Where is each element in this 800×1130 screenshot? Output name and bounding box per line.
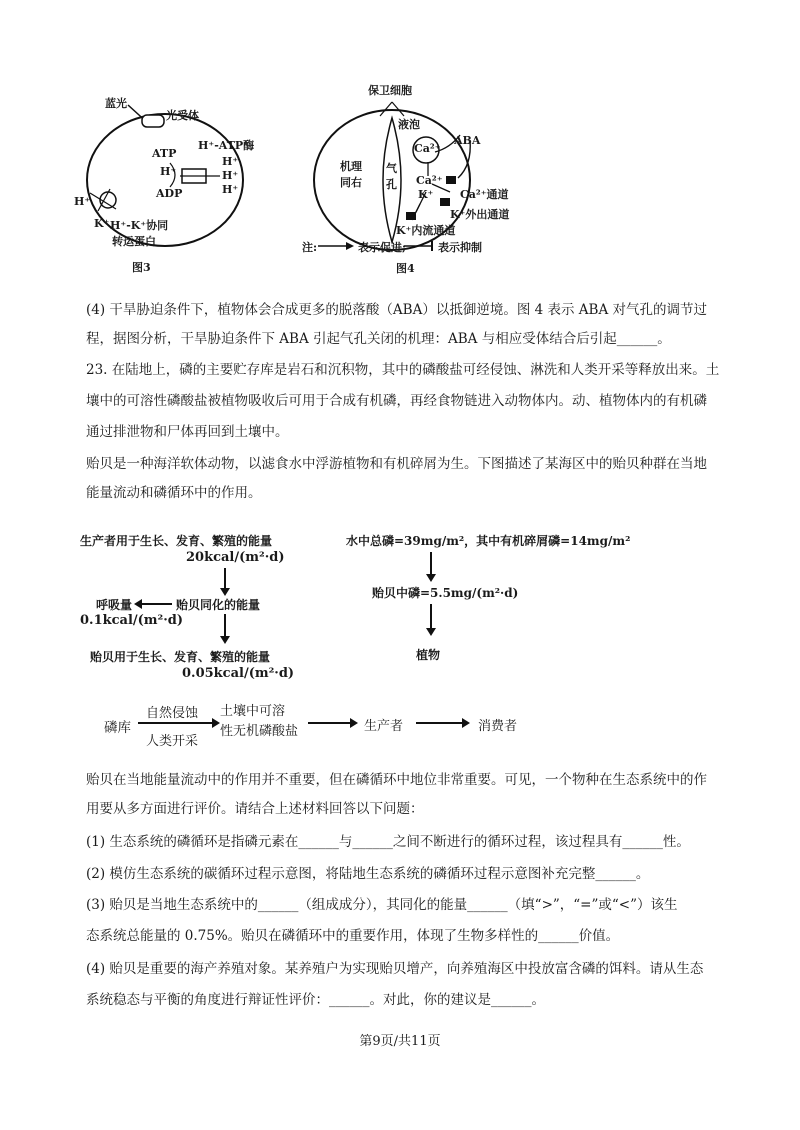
question-3-line2: 态系统总能量的 0.75%。贻贝在磷循环中的重要作用，体现了生物多样性的______价值。 [86,928,620,944]
mechanism-label-1: 机理 [340,160,362,173]
question-4-line1: (4) 贻贝是重要的海产养殖对象。某养殖户为实现贻贝增产，向养殖海区中投放富含磷的饵料。请从生态 [86,961,704,977]
water-to-mussel-arrow [430,552,432,576]
atpase-label: H⁺-ATP酶 [198,139,255,152]
question-4-line2: 系统稳态与平衡的角度进行辩证性评价：______。对此，你的建议是______。 [86,992,545,1008]
respiration-label: 呼吸量 [96,598,133,612]
cotransporter-label-2: 转运蛋白 [112,235,156,248]
respiration-value: 0.1kcal/(m²·d) [80,613,184,628]
cotransporter-label-1: H⁺-K⁺协同 [110,219,169,232]
q23-role-line2: 用要从多方面进行评价。请结合上述材料回答以下问题： [86,801,424,817]
h-plus-left-label: H⁺ [74,195,91,208]
k-out-label: K⁺外出通道 [450,208,510,221]
figure-4 [300,80,530,280]
mussel-phosphorus-label: 贻贝中磷=5.5mg/(m²·d) [372,586,519,600]
question-2: (2) 模仿生态系统的碳循环过程示意图，将陆地生态系统的磷循环过程示意图补充完整______。 [86,866,650,882]
water-phosphorus-label: 水中总磷=39mg/m²，其中有机碎屑磷=14mg/m² [346,534,631,548]
producer-energy-label: 生产者用于生长、发育、繁殖的能量 [80,534,273,548]
q23-intro-line2: 壤中的可溶性磷酸盐被植物吸收后可用于合成有机磷，再经食物链进入动物体内。动、植物体内的有机磷 [86,393,707,409]
q23-intro-line3: 通过排泄物和尸体再回到土壤中。 [86,424,289,440]
legend-note: 注: [302,241,318,254]
producer-to-consumer-arrow [416,722,464,724]
soil-phosphate-label-1: 土壤中可溶 [220,704,286,719]
figure-4-caption: 图4 [396,262,415,275]
producer-energy-value: 20kcal/(m²·d) [186,550,285,565]
q23-intro-line1: 23. 在陆地上，磷的主要贮存库是岩石和沉积物，其中的磷酸盐可经侵蚀、淋洗和人类开采等释放出来。土 [86,362,720,378]
assimilated-label: 贻贝同化的能量 [176,598,261,612]
k-label: K⁺ [418,188,434,201]
h-plus-inner-label: H⁺ [160,165,177,178]
soil-to-producer-arrow [308,722,352,724]
guard-cell-label: 保卫细胞 [368,84,412,97]
mechanism-label-2: 同右 [340,176,362,189]
producer-label: 生产者 [364,719,404,734]
producer-to-mussel-arrow [224,568,226,590]
h-plus-out-3: H⁺ [222,183,239,196]
q22-4-line1: (4) 干旱胁迫条件下，植物体会合成更多的脱落酸（ABA）以抵御逆境。图 4 表示 ABA 对气孔的调节过 [86,302,708,318]
consumer-label: 消费者 [478,719,518,734]
q23-role-line1: 贻贝在当地能量流动中的作用并不重要，但在磷循环中地位非常重要。可见，一个物种在生态系统中的作 [86,772,707,788]
growth-value: 0.05kcal/(m²·d) [182,666,295,681]
q23-mussel-line2: 能量流动和磷循环中的作用。 [86,485,262,501]
to-respiration-arrow [140,603,172,605]
ca-label-2: Ca²⁺ [416,174,443,187]
figure-3-caption: 图3 [132,261,151,274]
mussel-to-growth-arrow [224,614,226,638]
k-in-label: K⁺内流通道 [396,224,456,237]
legend-inhibit: 表示抑制 [438,241,482,254]
question-3-line1: (3) 贻贝是当地生态系统中的______（组成成分），其同化的能量______（填“>”，“=”或“<”）该生 [86,897,678,913]
soil-phosphate-label-2: 性无机磷酸盐 [220,724,299,739]
stoma-label-2: 孔 [386,178,397,191]
question-1: (1) 生态系统的磷循环是指磷元素在______与______之间不断进行的循环过程，该过程具有______性。 [86,834,690,850]
atp-label: ATP [152,147,177,160]
erosion-label: 自然侵蚀 [146,706,199,721]
q22-4-line2: 程，据图分析，干旱胁迫条件下 ABA 引起气孔关闭的机理：ABA 与相应受体结合后引起______。 [86,331,671,347]
figure-4-diagram [300,80,530,280]
page-footer: 第9页/共11页 [359,1034,441,1049]
mussel-to-plants-arrow [430,604,432,630]
ca-label-1: Ca²⁺ [414,142,441,155]
adp-label: ADP [156,187,183,200]
legend-promote: 表示促进; [358,241,407,254]
blue-light-label: 蓝光 [105,97,127,110]
vacuole-label: 液泡 [398,118,420,131]
pool-to-soil-arrow [138,722,214,724]
stoma-label-1: 气 [386,162,397,175]
figure-3 [70,85,255,280]
growth-label: 贻贝用于生长、发育、繁殖的能量 [90,650,271,664]
h-plus-out-1: H⁺ [222,155,239,168]
q23-mussel-line1: 贻贝是一种海洋软体动物，以滤食水中浮游植物和有机碎屑为生。下图描述了某海区中的贻贝种群在当地 [86,456,707,472]
photoreceptor-label: 光受体 [166,109,199,122]
aba-label: ABA [454,134,481,147]
h-plus-out-2: H⁺ [222,169,239,182]
ca-channel-label: Ca²⁺通道 [460,188,509,201]
plants-label: 植物 [416,648,441,662]
k-plus-label: K⁺ [94,217,110,230]
phosphorus-pool-label: 磷库 [104,720,131,736]
mining-label: 人类开采 [146,734,199,749]
